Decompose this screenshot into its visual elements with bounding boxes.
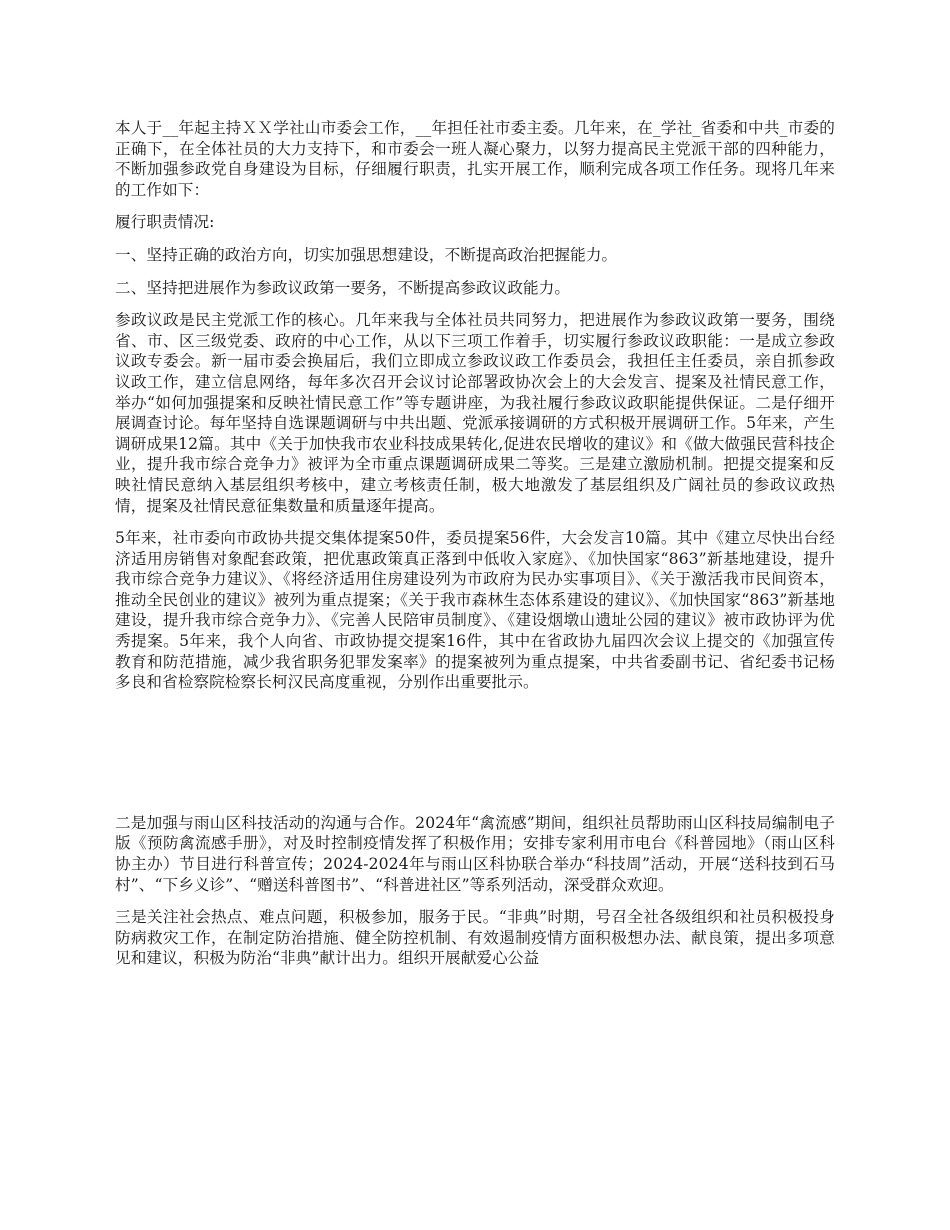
section-heading-1: 一、坚持正确的政治方向，切实加强思想建设，不断提高政治把握能力。	[115, 245, 618, 264]
page-gap	[115, 705, 835, 813]
social-hotspots-paragraph: 三是关注社会热点、难点问题，积极参加，服务于民。“非典”时期，号召全社各级组织和社员积极投身防病救灾工作，在制定防治措施、健全防控机制、有效遏制疫情方面积极想办法、献良策，提出多项意见和建议，积极为防治“非典”献计出力。组织开展献爱心公益	[115, 908, 835, 968]
proposals-paragraph: 5年来，社市委向市政协共提交集体提案50件，委员提案56件，大会发言10篇。其中《建立尽快出台经济适用房销售对象配套政策，把优惠政策真正落到中低收入家庭》、《加快国家“863”新基地建设，提升我市综合竞争力建议》、《将经济适用住房建设列为市政府为民办实事项目》、《关于激活我市民间资本，推动全民创业的建议》被列为重点提案；《关于我市森林生态体系建设的建议》、《加快国家“863”新基地建设，提升我市综合竞争力》、《完善人民陪审员制度》、《建设烟墩山遗址公园的建议》被市政协评为优秀提案。5年来，我个人向省、市政协提交提案16件，其中在省政协九届四次会议上提交的《加强宣传教育和防范措施，减少我省职务犯罪发案率》的提案被列为重点提案，中共省委副书记、省纪委书记杨多良和省检察院检察长柯汉民高度重视，分别作出重要批示。	[115, 529, 835, 692]
section-heading-2: 二、坚持把进展作为参政议政第一要务，不断提高参政议政能力。	[115, 278, 571, 297]
duties-heading: 履行职责情况:	[115, 213, 215, 232]
document-page	[115, 118, 835, 981]
political-participation-paragraph: 参政议政是民主党派工作的核心。几年来我与全体社员共同努力，把进展作为参政议政第一要务，围绕省、市、区三级党委、政府的中心工作，从以下三项工作着手，切实履行参政议政职能：一是成立参政议政专委会。新一届市委会换届后，我们立即成立参政议政工作委员会，我担任主任委员，亲自抓参政议政工作，建立信息网络，每年多次召开会议讨论部署政协次会上的大会发言、提案及社情民意工作，举办“如何加强提案和反映社情民意工作”等专题讲座，为我社履行参政议政职能提供保证。二是仔细开展调查讨论。每年坚持自选课题调研与中共出题、党派承接调研的方式积极开展调研工作。5年来，产生调研成果12篇。其中《关于加快我市农业科技成果转化,促进农民增收的建议》和《做大做强民营科技企业，提升我市综合竞争力》被评为全市重点课题调研成果二等奖。三是建立激励机制。把提交提案和反映社情民意纳入基层组织考核中，建立考核责任制，极大地激发了基层组织及广阔社员的参政议政热情，提案及社情民意征集数量和质量逐年提高。	[115, 311, 835, 515]
intro-paragraph: 本人于__年起主持ＸＸ学社山市委会工作，__年担任社市委主委。几年来，在_学社_省委和中共_市委的正确下，在全体社员的大力支持下，和市委会一班人凝心聚力，以努力提高民主党派干部的四种能力，不断加强参政党自身建设为目标，仔细履行职责，扎实开展工作，顺利完成各项工作任务。现将几年来的工作如下：	[115, 119, 835, 199]
yushan-cooperation-paragraph: 二是加强与雨山区科技活动的沟通与合作。2024年“禽流感”期间，组织社员帮助雨山区科技局编制电子版《预防禽流感手册》，对及时控制疫情发挥了积极作用；安排专家利用市电台《科普园地》（雨山区科协主办）节目进行科普宣传；2024-2024年与雨山区科协联合举办“科技周”活动，开展“送科技到石马村”、“下乡义诊”、“赠送科普图书”、“科普进社区”等系列活动，深受群众欢迎。	[115, 813, 835, 894]
